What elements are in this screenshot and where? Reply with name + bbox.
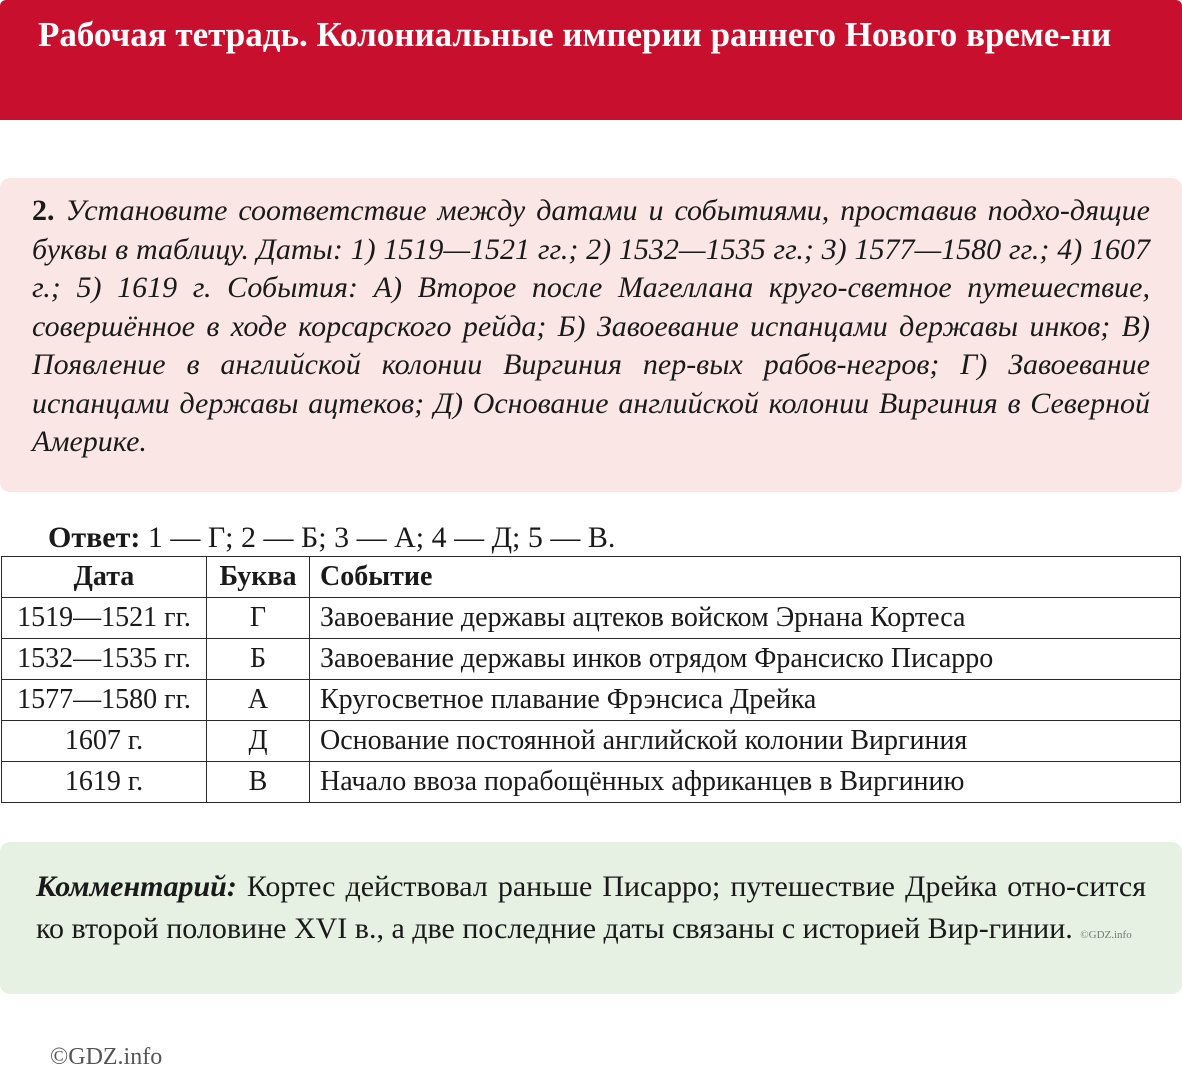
answer-text: 1 — Г; 2 — Б; 3 — А; 4 — Д; 5 — В. — [147, 521, 616, 554]
cell-date: 1519—1521 гг. — [2, 598, 207, 639]
comment-body: Кортес действовал раньше Писарро; путешествие Дрейка отно-сится ко второй половине XVI в., а две последние даты связаны с историей Вир-гинии. — [36, 870, 1147, 945]
page-title: Рабочая тетрадь. Колониальные империи раннего Нового време-ни — [38, 15, 1112, 54]
header-event: Событие — [310, 557, 1181, 598]
cell-date: 1532—1535 гг. — [2, 639, 207, 680]
header-letter: Буква — [207, 557, 310, 598]
comment-label: Комментарий: — [36, 870, 237, 903]
header-date: Дата — [2, 557, 207, 598]
cell-letter: В — [207, 762, 310, 803]
task-body: Установите соответствие между датами и событиями, проставив подхо-дящие буквы в таблицу. Даты: 1) 1519—1521 гг.; 2) 1532—1535 гг.; 3) 1577—1580 гг.; 4) 1607 г.; 5) 1619 г. События: А) Второе после Магеллана круго-светное путешествие, совершённое в ходе корсарского рейда; Б) Завоевание испанцами державы инков; В) Появление в английской колонии Виргиния пер-вых рабов-негров; Г) Завоевание испанцами державы ацтеков; Д) Основание английской колонии Виргиния в Северной Америке. — [32, 194, 1150, 458]
cell-letter: Б — [207, 639, 310, 680]
cell-letter: Г — [207, 598, 310, 639]
task-block — [0, 178, 1182, 492]
table-row — [2, 598, 1181, 639]
cell-letter: Д — [207, 721, 310, 762]
cell-date: 1607 г. — [2, 721, 207, 762]
footer-watermark: ©GDZ.info — [50, 1044, 163, 1070]
task-text — [32, 192, 1150, 462]
cell-event: Завоевание державы ацтеков войском Эрнана Кортеса — [310, 598, 1181, 639]
cell-date: 1619 г. — [2, 762, 207, 803]
table-row — [2, 721, 1181, 762]
cell-event: Кругосветное плавание Фрэнсиса Дрейка — [310, 680, 1181, 721]
cell-event: Завоевание державы инков отрядом Франсиско Писарро — [310, 639, 1181, 680]
comment-watermark: ©GDZ.info — [1080, 929, 1132, 941]
events-table — [1, 556, 1181, 803]
cell-letter: А — [207, 680, 310, 721]
comment-block — [0, 842, 1182, 994]
cell-date: 1577—1580 гг. — [2, 680, 207, 721]
cell-event: Начало ввоза порабощённых африканцев в Виргинию — [310, 762, 1181, 803]
table-row — [2, 762, 1181, 803]
answer-line — [48, 520, 615, 556]
comment-text — [36, 866, 1146, 956]
table-header-row — [2, 557, 1181, 598]
task-number: 2. — [32, 194, 55, 227]
header-banner — [0, 0, 1182, 120]
cell-event: Основание постоянной английской колонии Виргиния — [310, 721, 1181, 762]
table-row — [2, 639, 1181, 680]
table-row — [2, 680, 1181, 721]
answer-label: Ответ: — [48, 521, 141, 554]
